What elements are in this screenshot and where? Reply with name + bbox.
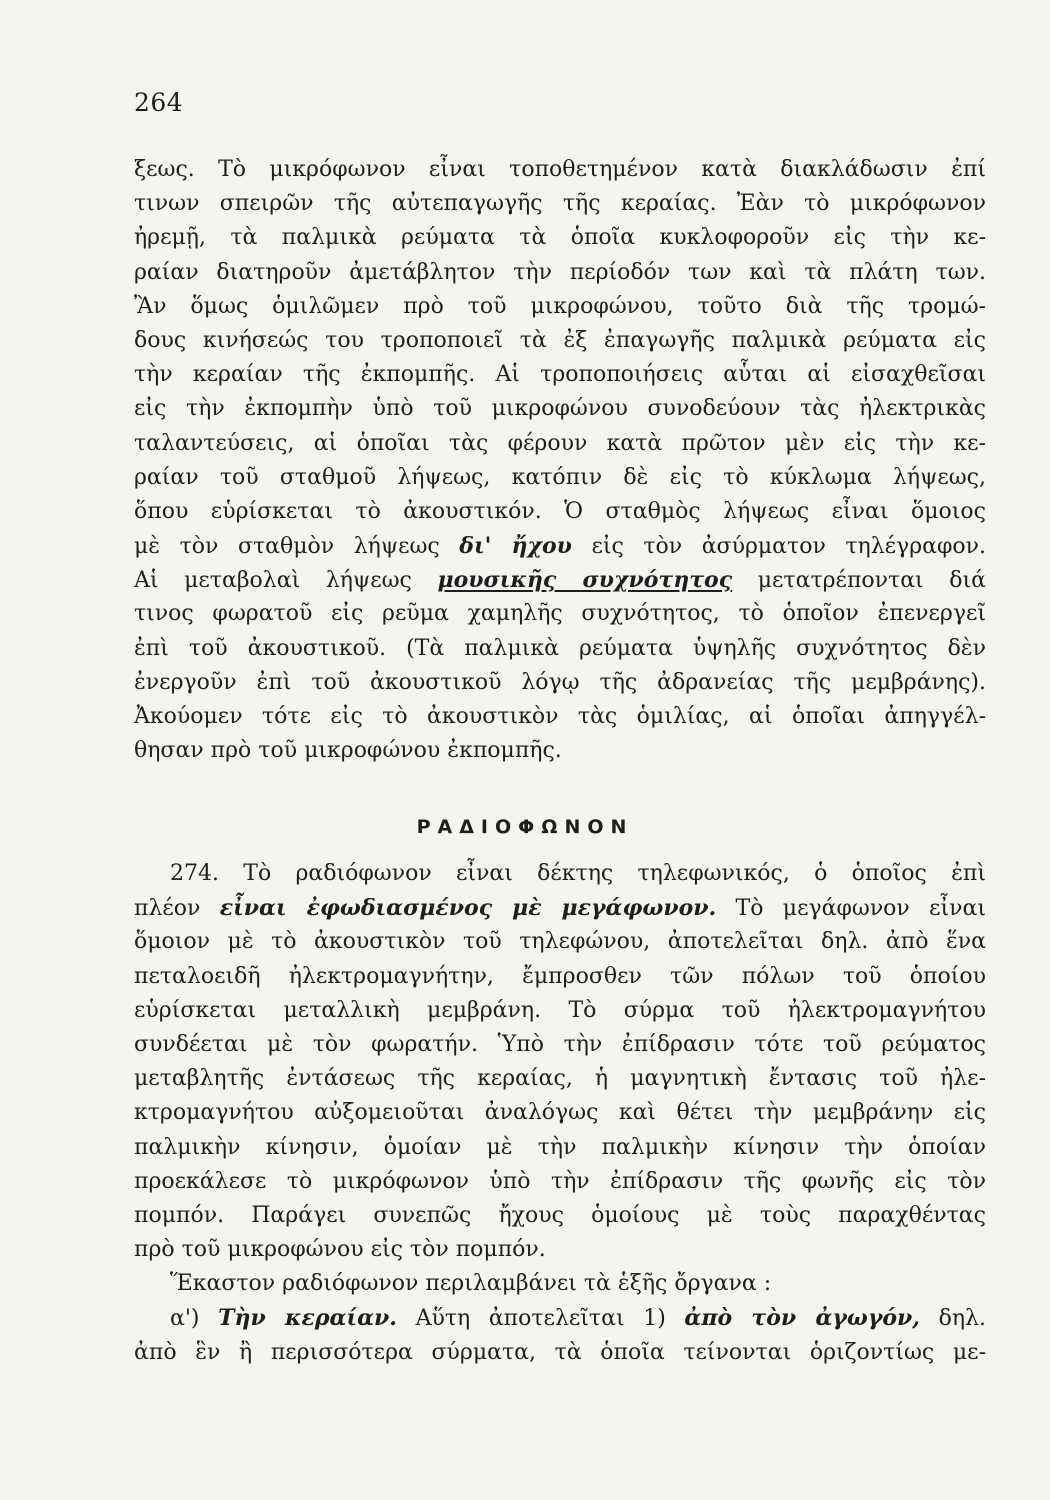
- paragraph-microphone: [134, 153, 986, 768]
- text-run: μετατρέπονται διά: [757, 568, 987, 594]
- text-run: Αὕτη ἀποτελεῖται 1): [415, 1306, 666, 1332]
- text-line: πρὸ τοῦ μικροφώνου εἰς τὸν πομπόν.: [134, 1237, 546, 1263]
- text-line: [134, 529, 986, 563]
- text-run: Αἱ μεταβολαὶ λήψεως: [134, 568, 412, 594]
- text-line: ἠρεμῇ, τὰ παλμικὰ ρεύματα τὰ ὁποῖα κυκλοφοροῦν εἰς τὴν κε-: [134, 225, 986, 251]
- text-line: ἐπὶ τοῦ ἀκουστικοῦ. (Τὰ παλμικὰ ρεύματα ὑψηλῆς συχνότητος δὲν: [134, 635, 986, 661]
- text-line: [134, 563, 986, 597]
- emphasis-text: Τὴν κεραίαν.: [218, 1305, 397, 1332]
- emphasis-text: ἀπὸ τὸν ἀγωγόν,: [684, 1305, 920, 1332]
- text-run: μὲ τὸν σταθμὸν λήψεως: [134, 534, 440, 560]
- text-line: [134, 891, 986, 925]
- text-line: πομπόν. Παράγει συνεπῶς ἤχους ὁμοίους μὲ τοὺς παραχθέντας: [134, 1202, 986, 1228]
- page-number: 264: [134, 88, 184, 117]
- text-line: ἐνεργοῦν ἐπὶ τοῦ ἀκουστικοῦ λόγῳ τῆς ἀδρανείας τῆς μεμβράνης).: [134, 669, 986, 695]
- text-line: Ἕκαστον ραδιόφωνον περιλαμβάνει τὰ ἑξῆς ὄργανα :: [170, 1271, 772, 1297]
- text-line: ταλαντεύσεις, αἱ ὁποῖαι τὰς φέρουν κατὰ πρῶτον μὲν εἰς τὴν κε-: [134, 430, 986, 456]
- text-line: κτρομαγνήτου αὐξομειοῦται ἀναλόγως καὶ θέτει τὴν μεμβράνην εἰς: [134, 1100, 986, 1126]
- text-line: παλμικὴν κίνησιν, ὁμοίαν μὲ τὴν παλμικὴν κίνησιν τὴν ὁποίαν: [134, 1134, 986, 1160]
- text-line: συνδέεται μὲ τὸν φωρατήν. Ὑπὸ τὴν ἐπίδρασιν τότε τοῦ ρεύματος: [134, 1031, 986, 1057]
- text-line: Ἀκούομεν τότε εἰς τὸ ἀκουστικὸν τὰς ὁμιλίας, αἱ ὁποῖαι ἀπηγγέλ-: [134, 704, 986, 729]
- text-line: πεταλοειδῆ ἠλεκτρομαγνήτην, ἔμπροσθεν τῶν πόλων τοῦ ὁποίου: [134, 963, 986, 989]
- text-line: [134, 1301, 986, 1335]
- text-line: προεκάλεσε τὸ μικρόφωνον ὑπὸ τὴν ἐπίδρασιν τῆς φωνῆς εἰς τὸν: [134, 1168, 986, 1194]
- text-line: ραίαν τοῦ σταθμοῦ λήψεως, κατόπιν δὲ εἰς τὸ κύκλωμα λήψεως,: [134, 464, 986, 490]
- text-run: α'): [170, 1306, 200, 1332]
- section-heading: ΡΑΔΙΟΦΩΝΟΝ: [416, 816, 634, 838]
- text-line: ὅμοιον μὲ τὸ ἀκουστικὸν τοῦ τηλεφώνου, ἀποτελεῖται δηλ. ἀπὸ ἕνα: [134, 929, 986, 955]
- text-line: δους κινήσεώς του τροποποιεῖ τὰ ἐξ ἐπαγωγῆς παλμικὰ ρεύματα εἰς: [134, 327, 986, 353]
- text-line: ραίαν διατηροῦν ἀμετάβλητον τὴν περίοδόν των καὶ τὰ πλάτη των.: [134, 259, 986, 285]
- text-line: ἀπὸ ἓν ἢ περισσότερα σύρματα, τὰ ὁποῖα τείνονται ὁριζοντίως με-: [134, 1339, 986, 1365]
- text-line: 274. Τὸ ραδιόφωνον εἶναι δέκτης τηλεφωνικός, ὁ ὁποῖος ἐπὶ: [170, 861, 986, 886]
- text-line: ὅπου εὑρίσκεται τὸ ἀκουστικόν. Ὁ σταθμὸς λήψεως εἶναι ὅμοιος: [134, 498, 986, 524]
- text-line: τὴν κεραίαν τῆς ἐκπομπῆς. Αἱ τροποποιήσεις αὗται αἱ εἰσαχθεῖσαι: [134, 362, 986, 388]
- paragraph-radio: [134, 857, 986, 1370]
- text-line: ξεως. Τὸ μικρόφωνον εἶναι τοποθετημένον κατὰ διακλάδωσιν ἐπί: [134, 157, 986, 182]
- text-run: Τὸ μεγάφωνον εἶναι: [735, 896, 987, 922]
- text-line: τινων σπειρῶν τῆς αὐτεπαγωγῆς τῆς κεραίας. Ἐὰν τὸ μικρόφωνον: [134, 191, 986, 217]
- emphasis-text: μουσικῆς συχνότητος: [437, 567, 733, 594]
- text-line: Ἂν ὅμως ὁμιλῶμεν πρὸ τοῦ μικροφώνου, τοῦτο διὰ τῆς τρομώ-: [134, 293, 986, 319]
- emphasis-text: δι' ἤχου: [459, 533, 572, 560]
- text-line: εἰς τὴν ἐκπομπὴν ὑπὸ τοῦ μικροφώνου συνοδεύουν τὰς ἠλεκτρικὰς: [134, 396, 986, 422]
- text-line: θησαν πρὸ τοῦ μικροφώνου ἐκπομπῆς.: [134, 738, 562, 764]
- text-run: πλέον: [134, 896, 201, 922]
- text-line: τινος φωρατοῦ εἰς ρεῦμα χαμηλῆς συχνότητος, τὸ ὁποῖον ἐπενεργεῖ: [134, 601, 986, 627]
- text-run: δηλ.: [938, 1306, 986, 1332]
- text-run: εἰς τὸν ἀσύρματον τηλέγραφον.: [591, 534, 987, 560]
- text-line: μεταβλητῆς ἐντάσεως τῆς κεραίας, ἡ μαγνητικὴ ἔντασις τοῦ ἠλε-: [134, 1066, 986, 1092]
- text-line: εὑρίσκεται μεταλλικὴ μεμβράνη. Τὸ σύρμα τοῦ ἠλεκτρομαγνήτου: [134, 997, 986, 1023]
- emphasis-text: εἶναι ἐφωδιασμένος μὲ μεγάφωνον.: [219, 895, 717, 922]
